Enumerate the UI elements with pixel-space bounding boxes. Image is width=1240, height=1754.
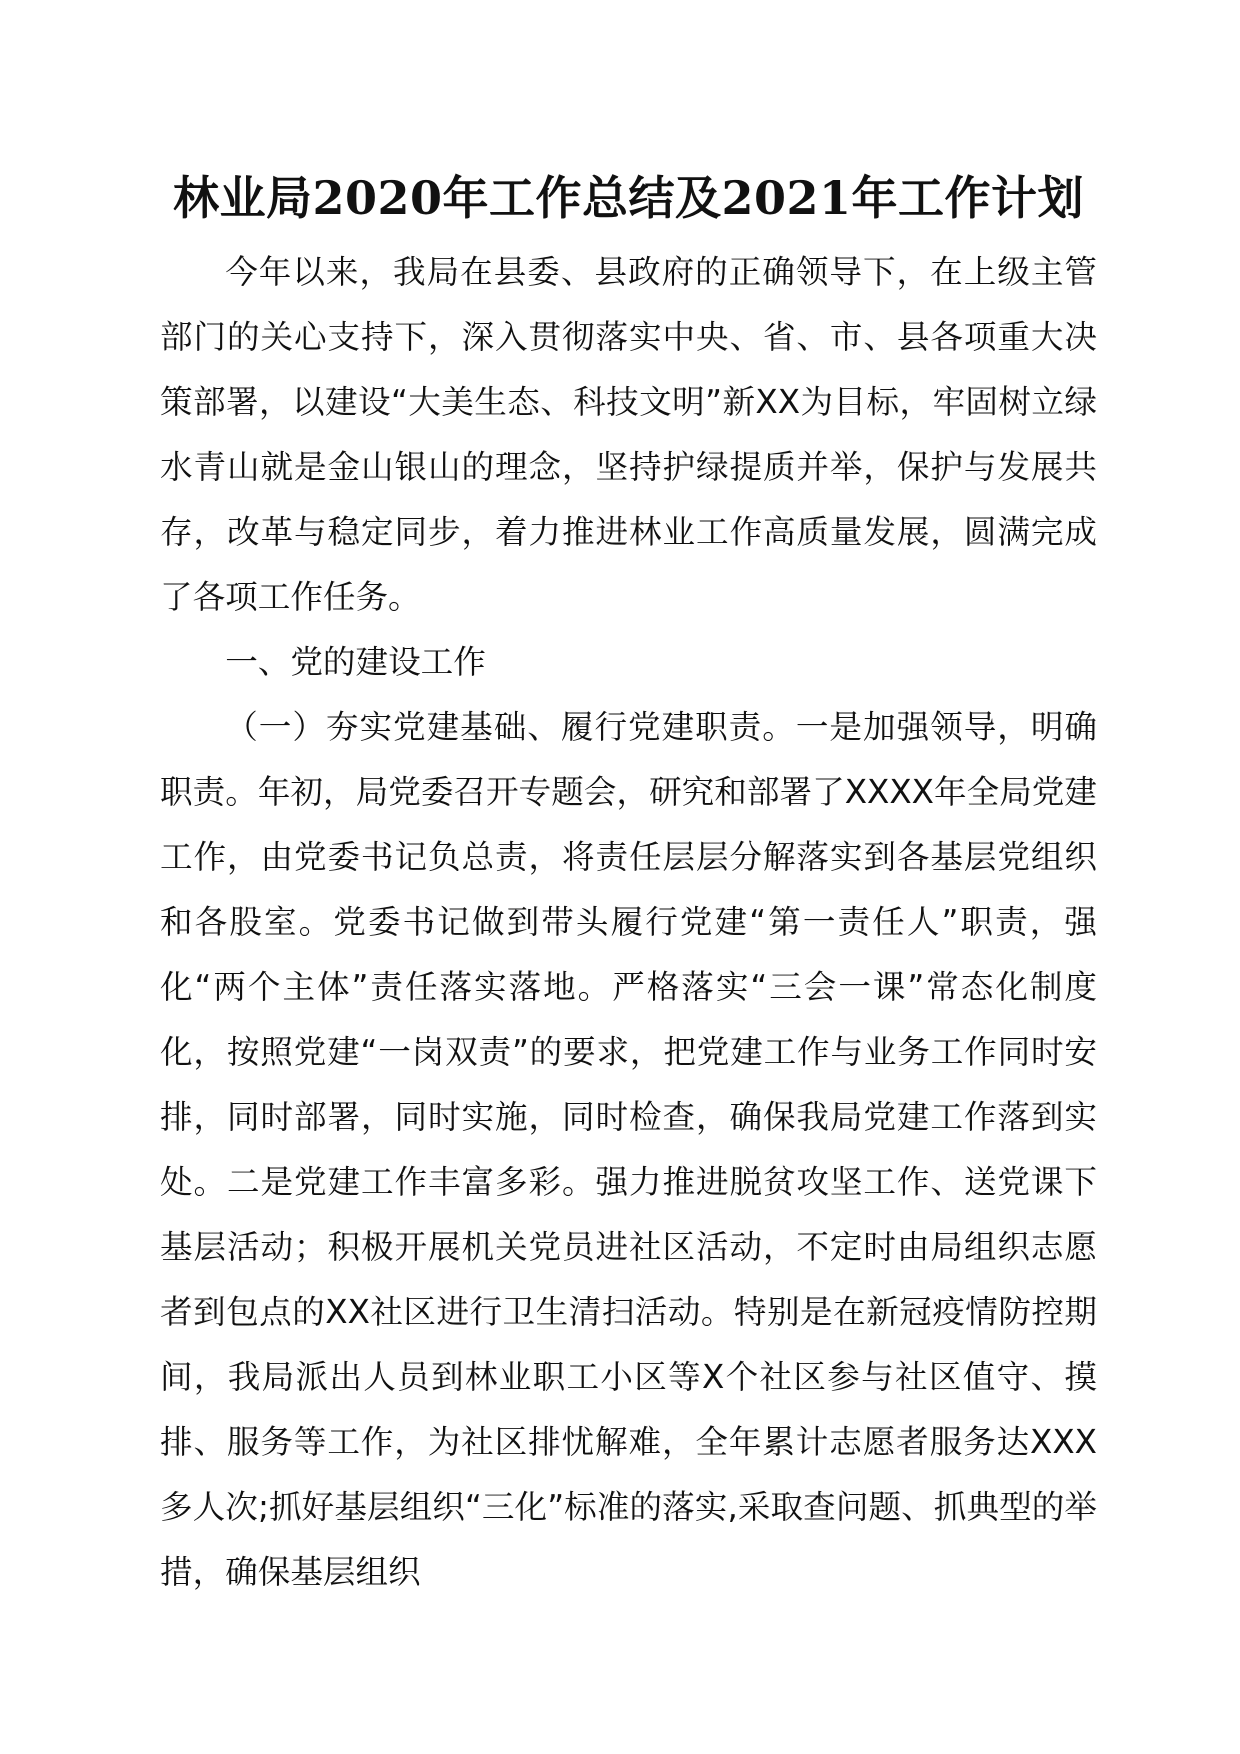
document-title: 林业局2020年工作总结及2021年工作计划	[172, 171, 1085, 225]
intro-paragraph: 今年以来，我局在县委、县政府的正确领导下，在上级主管部门的关心支持下，深入贯彻落实中央、省、市、县各项重大决策部署，以建设“大美生态、科技文明”新XX为目标，牢固树立绿水青山就是金山银山的理念，坚持护绿提质并举，保护与发展共存，改革与稳定同步，着力推进林业工作高质量发展，圆满完成了各项工作任务。	[160, 253, 1097, 616]
document-page	[160, 160, 1097, 1605]
section-heading-party-building: 一、党的建设工作	[225, 643, 486, 681]
section-paragraph-party-foundation: （一）夯实党建基础、履行党建职责。一是加强领导，明确职责。年初，局党委召开专题会，研究和部署了XXXX年全局党建工作，由党委书记负总责，将责任层层分解落实到各基层党组织和各股室。党委书记做到带头履行党建“第一责任人”职责，强化“两个主体”责任落实落地。严格落实“三会一课”常态化制度化，按照党建“一岗双责”的要求，把党建工作与业务工作同时安排，同时部署，同时实施，同时检查，确保我局党建工作落到实处。二是党建工作丰富多彩。强力推进脱贫攻坚工作、送党课下基层活动；积极开展机关党员进社区活动，不定时由局组织志愿者到包点的XX社区进行卫生清扫活动。特别是在新冠疫情防控期间，我局派出人员到林业职工小区等X个社区参与社区值守、摸排、服务等工作，为社区排忧解难，全年累计志愿者服务达XXX多人次;抓好基层组织“三化”标准的落实,采取查问题、抓典型的举措，确保基层组织	[160, 708, 1097, 1591]
